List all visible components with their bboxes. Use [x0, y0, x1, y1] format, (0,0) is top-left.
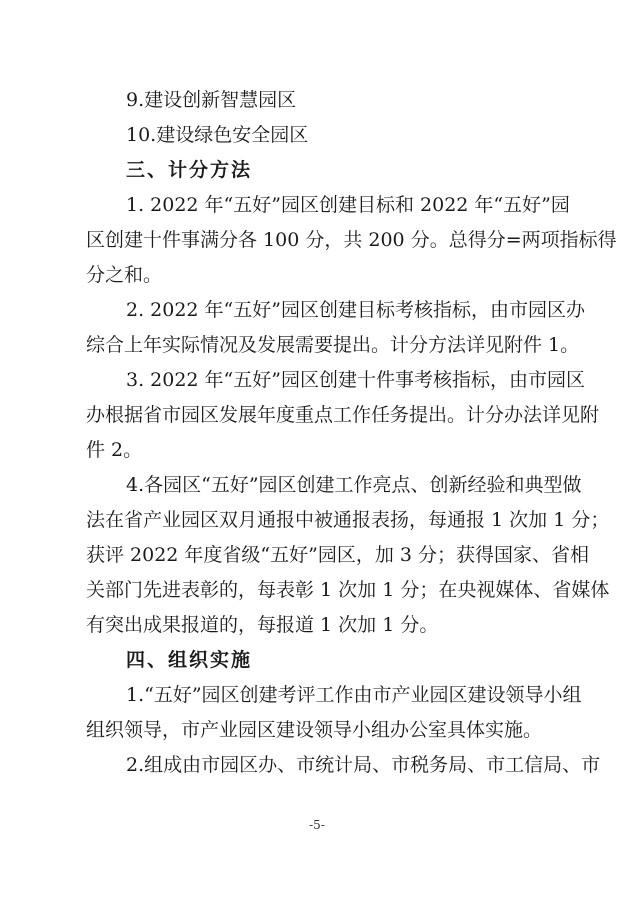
paragraph-line: 1. 2022 年“五好”园区创建目标和 2022 年“五好”园 [126, 194, 570, 216]
paragraph-line: 区创建十件事满分各 100 分，共 200 分。总得分=两项指标得 [86, 229, 617, 251]
paragraph-line: 件 2。 [86, 439, 143, 461]
paragraph-line: 综合上年实际情况及发展需要提出。计分方法详见附件 1。 [86, 334, 580, 356]
paragraph-line: 获评 2022 年度省级“五好”园区，加 3 分；获得国家、省相 [86, 544, 590, 566]
paragraph-line: 组织领导，市产业园区建设领导小组办公室具体实施。 [86, 719, 543, 741]
section-heading-scoring: 三、计分方法 [126, 159, 253, 181]
paragraph-line: 办根据省市园区发展年度重点工作任务提出。计分办法详见附 [86, 404, 600, 426]
paragraph-line: 分之和。 [86, 264, 163, 286]
paragraph-line: 4.各园区“五好”园区创建工作亮点、创新经验和典型做 [126, 474, 582, 496]
page-number: -5- [309, 818, 325, 832]
paragraph-line: 1.“五好”园区创建考评工作由市产业园区建设领导小组 [126, 684, 582, 706]
list-item-9: 9.建设创新智慧园区 [126, 89, 297, 111]
paragraph-line: 2. 2022 年“五好”园区创建目标考核指标，由市园区办 [126, 299, 585, 321]
list-item-10: 10.建设绿色安全园区 [126, 124, 309, 146]
paragraph-line: 有突出成果报道的，每报道 1 次加 1 分。 [86, 614, 439, 636]
section-heading-organization: 四、组织实施 [126, 649, 253, 671]
paragraph-line: 2.组成由市园区办、市统计局、市税务局、市工信局、市 [126, 754, 601, 776]
paragraph-line: 法在省产业园区双月通报中被通报表扬，每通报 1 次加 1 分； [86, 509, 610, 531]
paragraph-line: 3. 2022 年“五好”园区创建十件事考核指标，由市园区 [126, 369, 585, 391]
paragraph-line: 关部门先进表彰的，每表彰 1 次加 1 分；在央视媒体、省媒体 [86, 579, 610, 601]
